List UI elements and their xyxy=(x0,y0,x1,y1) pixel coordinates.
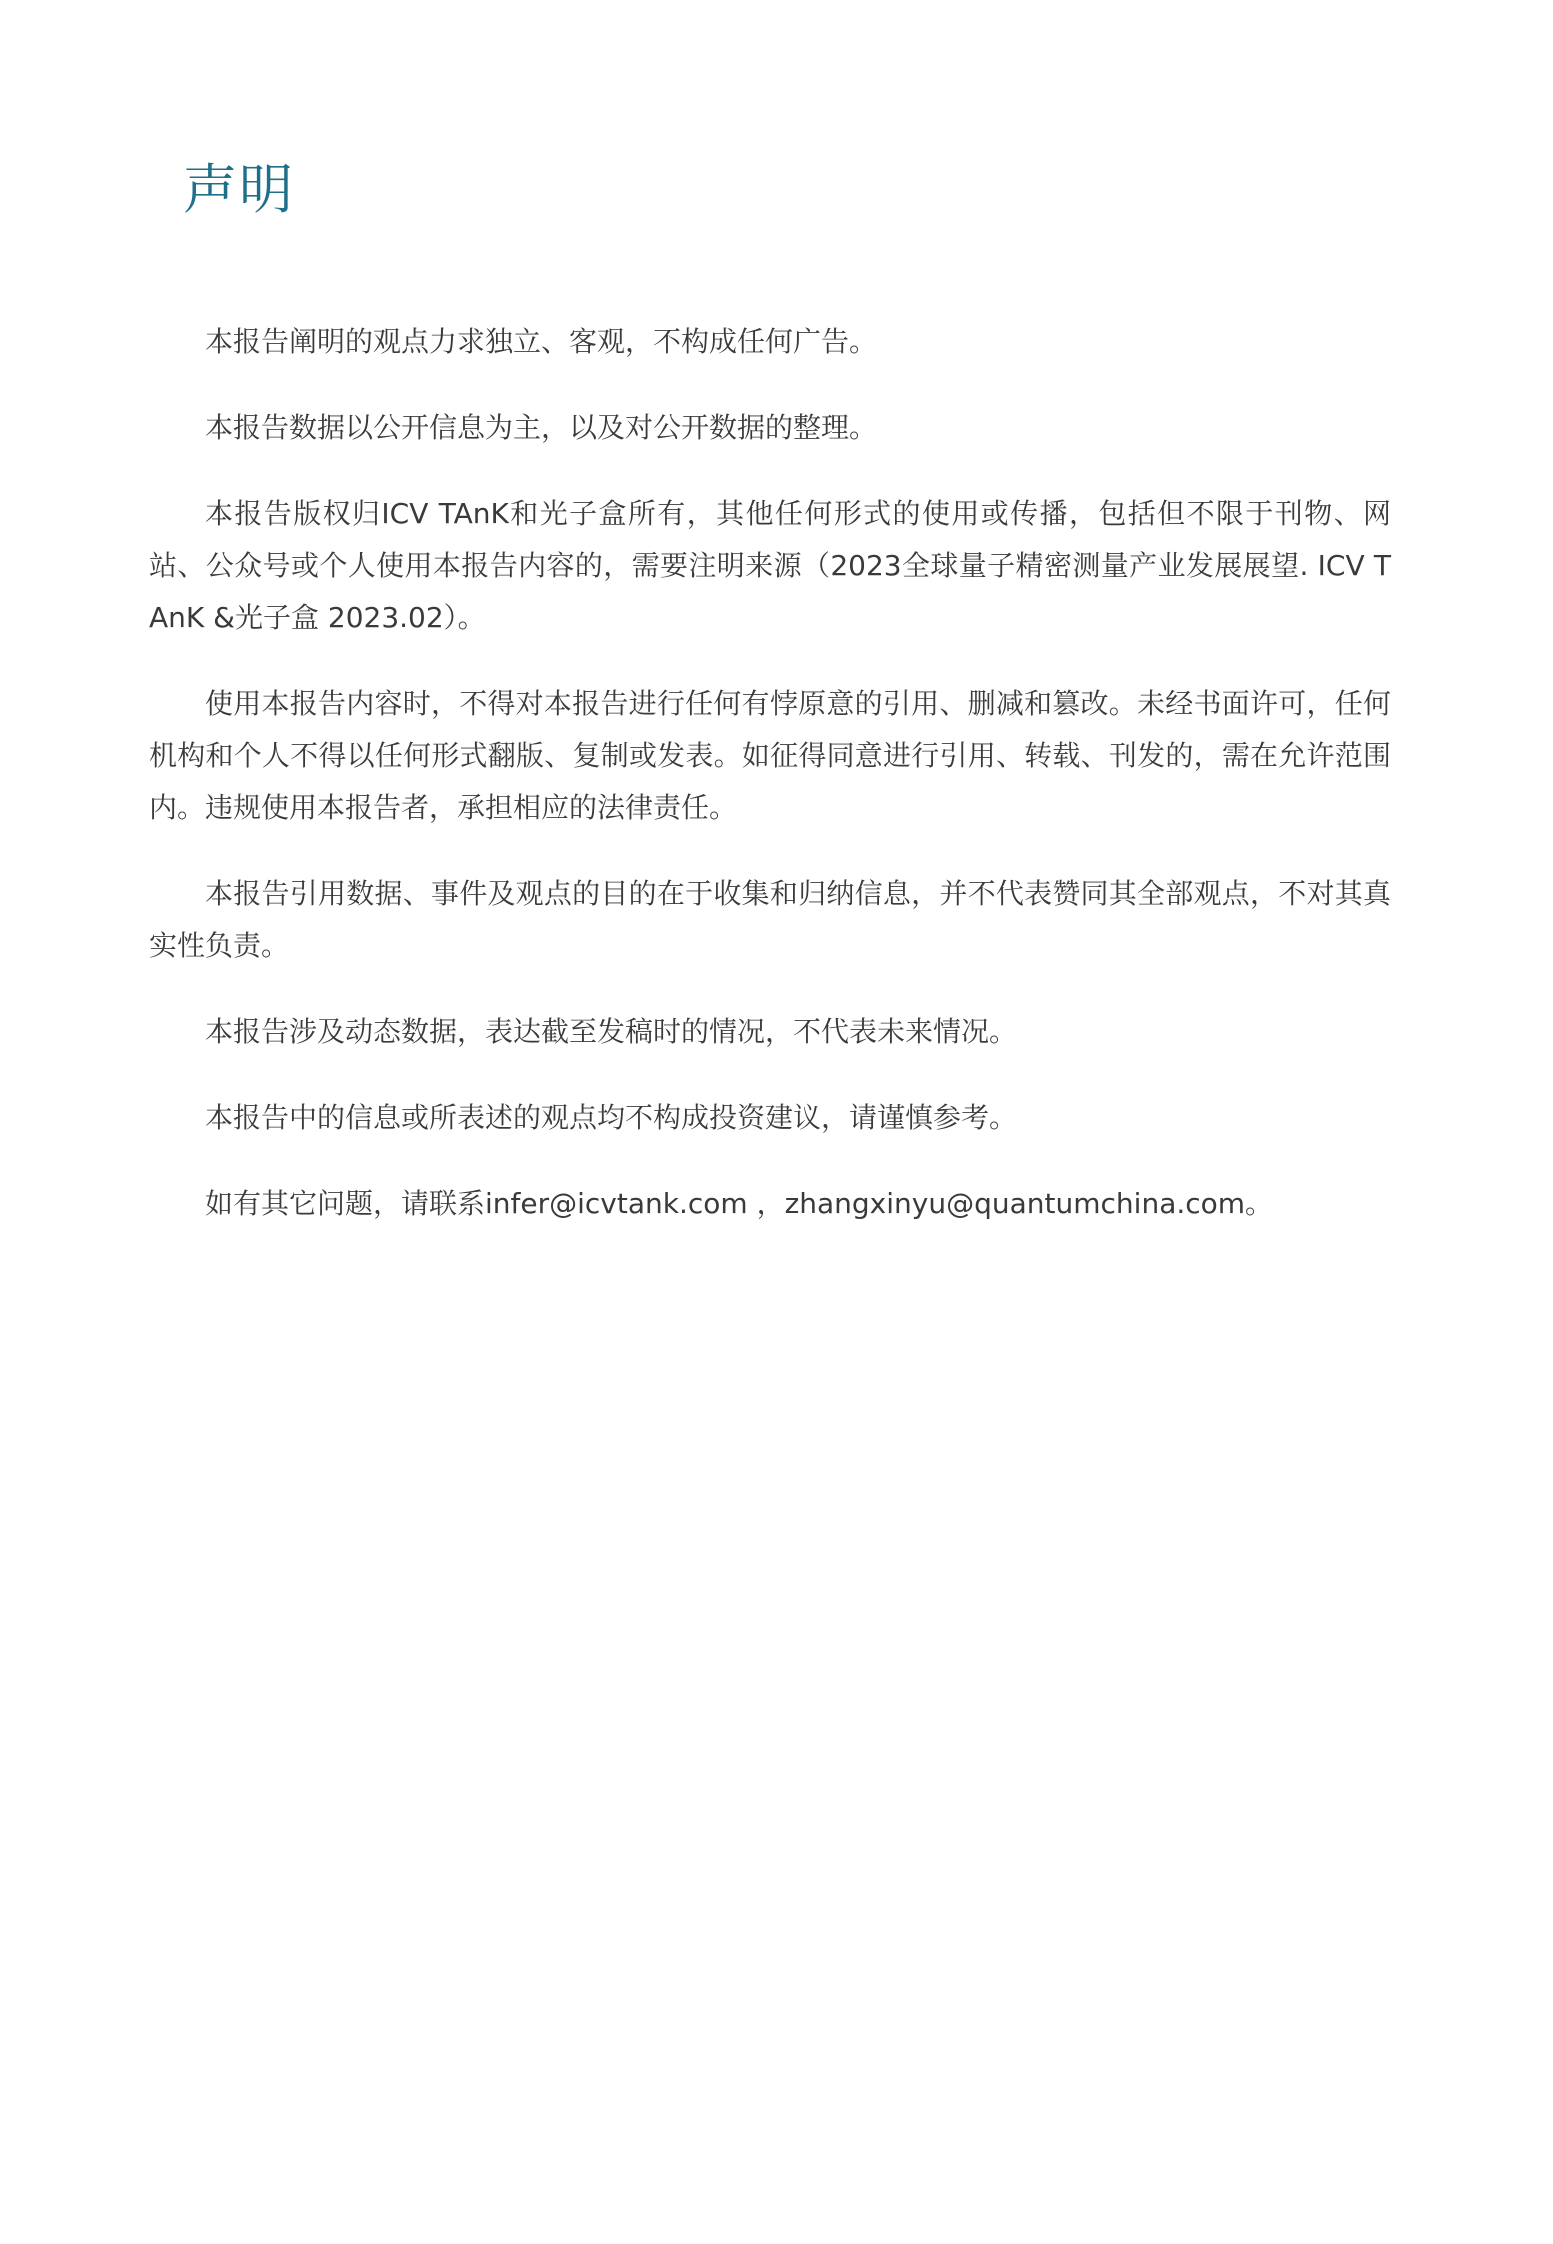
paragraph-dynamic-data: 本报告涉及动态数据，表达截至发稿时的情况，不代表未来情况。 xyxy=(205,1015,1018,1048)
paragraph-contact: 如有其它问题，请联系infer@icvtank.com ，zhangxinyu@quantumchina.com。 xyxy=(205,1187,1274,1220)
paragraph-citation-disclaimer: 本报告引用数据、事件及观点的目的在于收集和归纳信息，并不代表赞同其全部观点，不对其真实性负责。 xyxy=(149,877,1391,962)
statement-body xyxy=(149,316,1391,1264)
paragraph-usage-restrictions: 使用本报告内容时，不得对本报告进行任何有悖原意的引用、删减和篡改。未经书面许可，任何机构和个人不得以任何形式翻版、复制或发表。如征得同意进行引用、转载、刊发的，需在允许范围内。违规使用本报告者，承担相应的法律责任。 xyxy=(149,687,1391,824)
paragraph-data-source: 本报告数据以公开信息为主，以及对公开数据的整理。 xyxy=(205,411,878,444)
paragraph-independence: 本报告阐明的观点力求独立、客观，不构成任何广告。 xyxy=(205,325,878,358)
paragraph-copyright: 本报告版权归ICV TAnK和光子盒所有，其他任何形式的使用或传播，包括但不限于刊物、网站、公众号或个人使用本报告内容的，需要注明来源（2023全球量子精密测量产业发展展望. ICV TAnK &光子盒 2023.02）。 xyxy=(149,497,1391,634)
page-title: 声明 xyxy=(183,158,295,221)
paragraph-investment-disclaimer: 本报告中的信息或所表述的观点均不构成投资建议，请谨慎参考。 xyxy=(205,1101,1018,1134)
